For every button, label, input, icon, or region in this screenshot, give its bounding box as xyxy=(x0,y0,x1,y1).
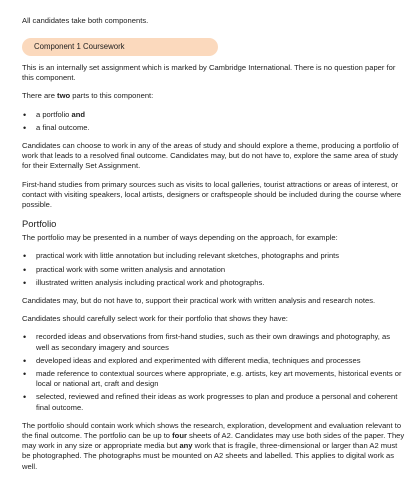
portfolio-heading: Portfolio xyxy=(22,218,57,230)
criteria-list xyxy=(22,332,405,412)
paragraph-parts-intro: There are two parts to this component: xyxy=(22,91,154,101)
content-body xyxy=(22,63,405,480)
list-item: • selected, reviewed and refined their ideas as work progresses to plan and produce a personal and coherent final outcome. xyxy=(22,392,405,412)
paragraph-presentation: The portfolio may be presented in a number of ways depending on the approach, for example: xyxy=(22,233,338,243)
list-item: • recorded ideas and observations from first-hand studies, such as their own drawings and photography, as well as secondary imagery and sources xyxy=(22,332,405,352)
paragraph-theme: Candidates can choose to work in any of the areas of study and should explore a theme, producing a portfolio of work that leads to a resolved final outcome. Candidates may, but do not have to, explore the same area of study for their Externally Set Assignment. xyxy=(22,141,399,171)
bold-any: any xyxy=(179,441,193,451)
section-heading-label: Component 1 Coursework xyxy=(34,42,125,51)
list-item: • made reference to contextual sources where appropriate, e.g. artists, key art movements, historical events or local or national art, craft and design xyxy=(22,369,405,389)
bold-four: four xyxy=(172,431,187,441)
paragraph-portfolio-contents: The portfolio should contain work which shows the research, exploration, development and evaluation relevant to the final outcome. The portfolio can be up to four sheets of A2. Candidates may use both sides of the paper. They may work in any size or appropriate media but any work that is fragile, three-dimensional or larger than A2 must be photographed. The photographs must be mounted on A2 sheets and labelled. This applies to digital work as well. xyxy=(22,420,405,471)
paragraph-assignment: This is an internally set assignment which is marked by Cambridge International. There is no question paper for this component. xyxy=(22,63,396,83)
paragraph-support: Candidates may, but do not have to, support their practical work with written analysis and research notes. xyxy=(22,296,376,306)
parts-list xyxy=(22,110,405,133)
list-item: • developed ideas and explored and experimented with different media, techniques and processes xyxy=(22,356,405,366)
list-item: • illustrated written analysis including practical work and photographs. xyxy=(22,278,405,288)
list-item: • a portfolio and xyxy=(22,110,405,120)
list-item: • a final outcome. xyxy=(22,123,405,133)
section-heading-pill xyxy=(22,38,218,56)
list-item: • practical work with some written analysis and annotation xyxy=(22,265,405,275)
list-item: • practical work with little annotation but including relevant sketches, photographs and prints xyxy=(22,251,405,261)
approaches-list xyxy=(22,251,405,288)
paragraph-select: Candidates should carefully select work for their portfolio that shows they have: xyxy=(22,314,288,324)
intro-text: All candidates take both components. xyxy=(22,16,149,25)
paragraph-first-hand: First-hand studies from primary sources such as visits to local galleries, tourist attractions or areas of interest, or contact with visiting speakers, local artists, designers or craftspeople should be included during the course where possible. xyxy=(22,179,402,210)
bold-two: two xyxy=(57,91,71,101)
